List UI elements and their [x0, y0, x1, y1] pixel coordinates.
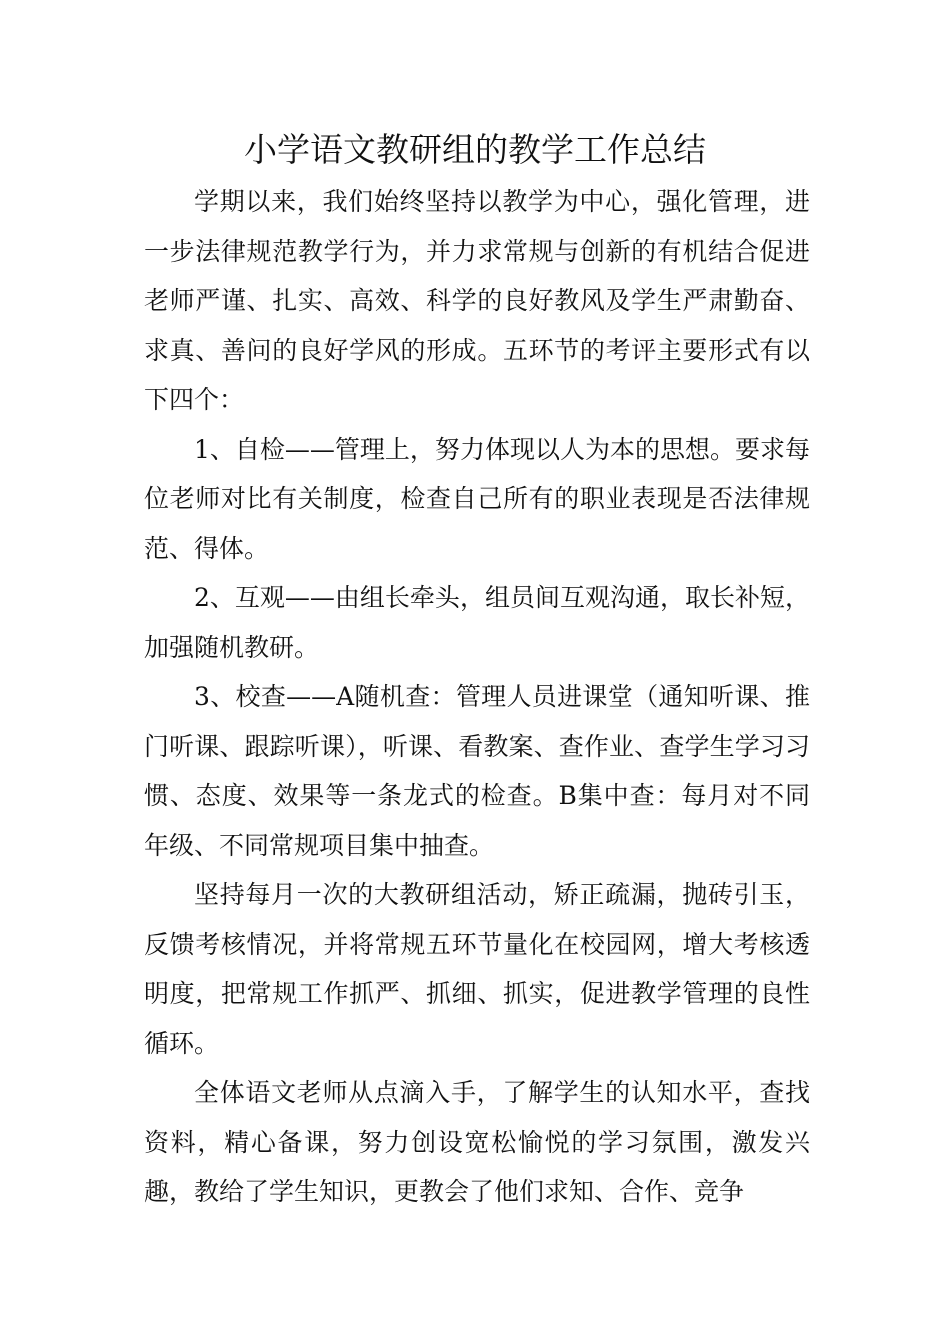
paragraph-school-check: 3、校查——A随机查：管理人员进课堂（通知听课、推门听课、跟踪听课），听课、看教案、查作业、查学生学习习惯、态度、效果等一条龙式的检查。B集中查：每月对不同年级、不同常规项目集中抽查。	[144, 682, 810, 860]
paragraph-intro: 学期以来，我们始终坚持以教学为中心，强化管理，进一步法律规范教学行为，并力求常规与创新的有机结合促进老师严谨、扎实、高效、科学的良好教风及学生严肃勤奋、求真、善问的良好学风的形成。五环节的考评主要形式有以下四个：	[144, 187, 810, 414]
paragraph-teachers: 全体语文老师从点滴入手，了解学生的认知水平，查找资料，精心备课，努力创设宽松愉悦的学习氛围，激发兴趣，教给了学生知识，更教会了他们求知、合作、竞争	[144, 1078, 810, 1206]
document-body	[144, 177, 810, 1217]
paragraph-monthly-activity: 坚持每月一次的大教研组活动，矫正疏漏，抛砖引玉，反馈考核情况，并将常规五环节量化在校园网，增大考核透明度，把常规工作抓严、抓细、抓实，促进教学管理的良性循环。	[144, 880, 810, 1058]
document-title: 小学语文教研组的教学工作总结	[244, 130, 706, 169]
paragraph-self-check: 1、自检——管理上，努力体现以人为本的思想。要求每位老师对比有关制度，检查自己所有的职业表现是否法律规范、得体。	[144, 434, 810, 563]
paragraph-mutual-observation: 2、互观——由组长牵头，组员间互观沟通，取长补短，加强随机教研。	[144, 583, 810, 662]
